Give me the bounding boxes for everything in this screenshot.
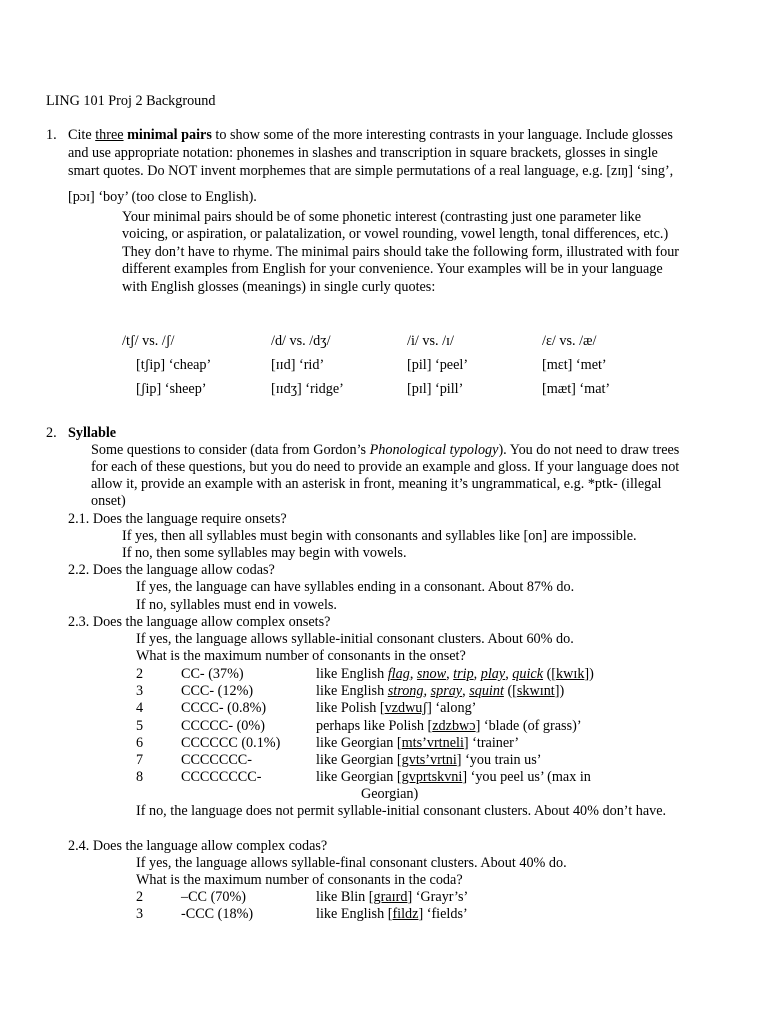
- onset-pattern: CC- (37%): [181, 666, 244, 682]
- coda-pattern: -CCC (18%): [181, 906, 254, 922]
- section-2-number: 2.: [46, 425, 57, 441]
- question-2-1-no: If no, then some syllables may begin with vowels.: [122, 545, 407, 561]
- section-1-line-4: [pɔɪ] ‘boy’ (too close to English).: [68, 189, 257, 205]
- onset-example: like Georgian [mts’vrtneli] ‘trainer’: [316, 735, 520, 751]
- coda-example: like English [fildz] ‘fields’: [316, 906, 468, 922]
- section-1-para-2: voicing, or aspiration, or palatalization, or vowel rounding, vowel length, tonal differences, etc.): [122, 226, 669, 242]
- section-1-para-1: Your minimal pairs should be of some phonetic interest (contrasting just one parameter like: [122, 209, 642, 225]
- question-2-1: 2.1. Does the language require onsets?: [68, 511, 287, 527]
- pair-example: [mɛt] ‘met’: [542, 357, 607, 373]
- onset-pattern: CCCCCCCC-: [181, 769, 262, 785]
- question-2-3: 2.3. Does the language allow complex onsets?: [68, 614, 331, 630]
- onset-pattern: CCC- (12%): [181, 683, 254, 699]
- pair-head: /tʃ/ vs. /ʃ/: [122, 333, 175, 349]
- pair-head: /d/ vs. /dʒ/: [271, 333, 331, 349]
- question-2-2-yes: If yes, the language can have syllables ending in a consonant. About 87% do.: [136, 579, 575, 595]
- onset-example: like Georgian [gvts’vrtni] ‘you train us’: [316, 752, 542, 768]
- coda-example: like Blin [graɪrd] ‘Grayr’s’: [316, 889, 469, 905]
- onset-count: 8: [136, 769, 144, 785]
- question-2-2: 2.2. Does the language allow codas?: [68, 562, 275, 578]
- coda-count: 2: [136, 889, 144, 905]
- pair-example: [ʃip] ‘sheep’: [136, 381, 207, 397]
- onset-example: like Polish [vzdwuʃ] ‘along’: [316, 700, 477, 716]
- onset-example: like English flag, snow, trip, play, quick ([kwɪk]): [316, 666, 594, 682]
- question-2-3-max: What is the maximum number of consonants in the onset?: [136, 648, 466, 664]
- onset-count: 3: [136, 683, 144, 699]
- section-2-intro-3: allow it, provide an example with an asterisk in front, meaning it’s ungrammatical, e.g. *ptk- (illegal: [91, 476, 662, 492]
- pair-example: [ɪɪd] ‘rid’: [271, 357, 325, 373]
- onset-pattern: CCCC- (0.8%): [181, 700, 267, 716]
- pair-example: [pil] ‘peel’: [407, 357, 469, 373]
- pair-example: [pɪl] ‘pill’: [407, 381, 464, 397]
- pair-example: [tʃip] ‘cheap’: [136, 357, 212, 373]
- question-2-3-yes: If yes, the language allows syllable-initial consonant clusters. About 60% do.: [136, 631, 574, 647]
- pair-head: /ɛ/ vs. /æ/: [542, 333, 597, 349]
- coda-count: 3: [136, 906, 144, 922]
- onset-count: 2: [136, 666, 144, 682]
- section-1-line-2: and use appropriate notation: phonemes in slashes and transcription in square brackets, glosses in single: [68, 145, 658, 161]
- onset-count: 6: [136, 735, 144, 751]
- section-1-line-3: smart quotes. Do NOT invent morphemes that are simple permutations of a real language, e.g. [zɪŋ] ‘sing’,: [68, 163, 674, 179]
- question-2-4-max: What is the maximum number of consonants in the coda?: [136, 872, 463, 888]
- onset-pattern: CCCCCC (0.1%): [181, 735, 281, 751]
- coda-pattern: –CC (70%): [181, 889, 247, 905]
- pair-head: /i/ vs. /ɪ/: [407, 333, 454, 349]
- onset-pattern: CCCCC- (0%): [181, 718, 265, 734]
- section-1-para-4: different examples from English for your convenience. Your examples will be in your language: [122, 261, 663, 277]
- onset-pattern: CCCCCCC-: [181, 752, 252, 768]
- onset-example: like English strong, spray, squint ([skwɪnt]): [316, 683, 565, 699]
- onset-example-continued: Georgian): [361, 786, 419, 802]
- question-2-4-yes: If yes, the language allows syllable-final consonant clusters. About 40% do.: [136, 855, 567, 871]
- onset-count: 5: [136, 718, 144, 734]
- section-2-intro-1: Some questions to consider (data from Gordon’s Phonological typology). You do not need to draw trees: [91, 442, 680, 458]
- question-2-1-yes: If yes, then all syllables must begin with consonants and syllables like [on] are impossible.: [122, 528, 637, 544]
- onset-example: like Georgian [gvprtskvni] ‘you peel us’ (max in: [316, 769, 591, 785]
- question-2-2-no: If no, syllables must end in vowels.: [136, 597, 337, 613]
- section-2-intro-4: onset): [91, 493, 126, 509]
- onset-count: 4: [136, 700, 144, 716]
- pair-example: [ɪɪdʒ] ‘ridge’: [271, 381, 344, 397]
- section-1-number: 1.: [46, 127, 57, 143]
- pair-example: [mæt] ‘mat’: [542, 381, 611, 397]
- onset-example: perhaps like Polish [zdzbwɔ] ‘blade (of grass)’: [316, 718, 582, 734]
- section-2-intro-2: for each of these questions, but you do need to provide an example and gloss. If your language does not: [91, 459, 680, 475]
- onset-count: 7: [136, 752, 144, 768]
- question-2-3-no: If no, the language does not permit syllable-initial consonant clusters. About 40% don’t have.: [136, 803, 667, 819]
- section-1-para-5: with English glosses (meanings) in single curly quotes:: [122, 279, 436, 295]
- section-1-line-1: Cite three minimal pairs to show some of the more interesting contrasts in your language. Include glosses: [68, 127, 673, 143]
- document-title: LING 101 Proj 2 Background: [46, 93, 216, 109]
- section-2-heading: Syllable: [68, 425, 117, 441]
- section-1-para-3: They don’t have to rhyme. The minimal pairs should take the following form, illustrated with four: [122, 244, 680, 260]
- question-2-4: 2.4. Does the language allow complex codas?: [68, 838, 328, 854]
